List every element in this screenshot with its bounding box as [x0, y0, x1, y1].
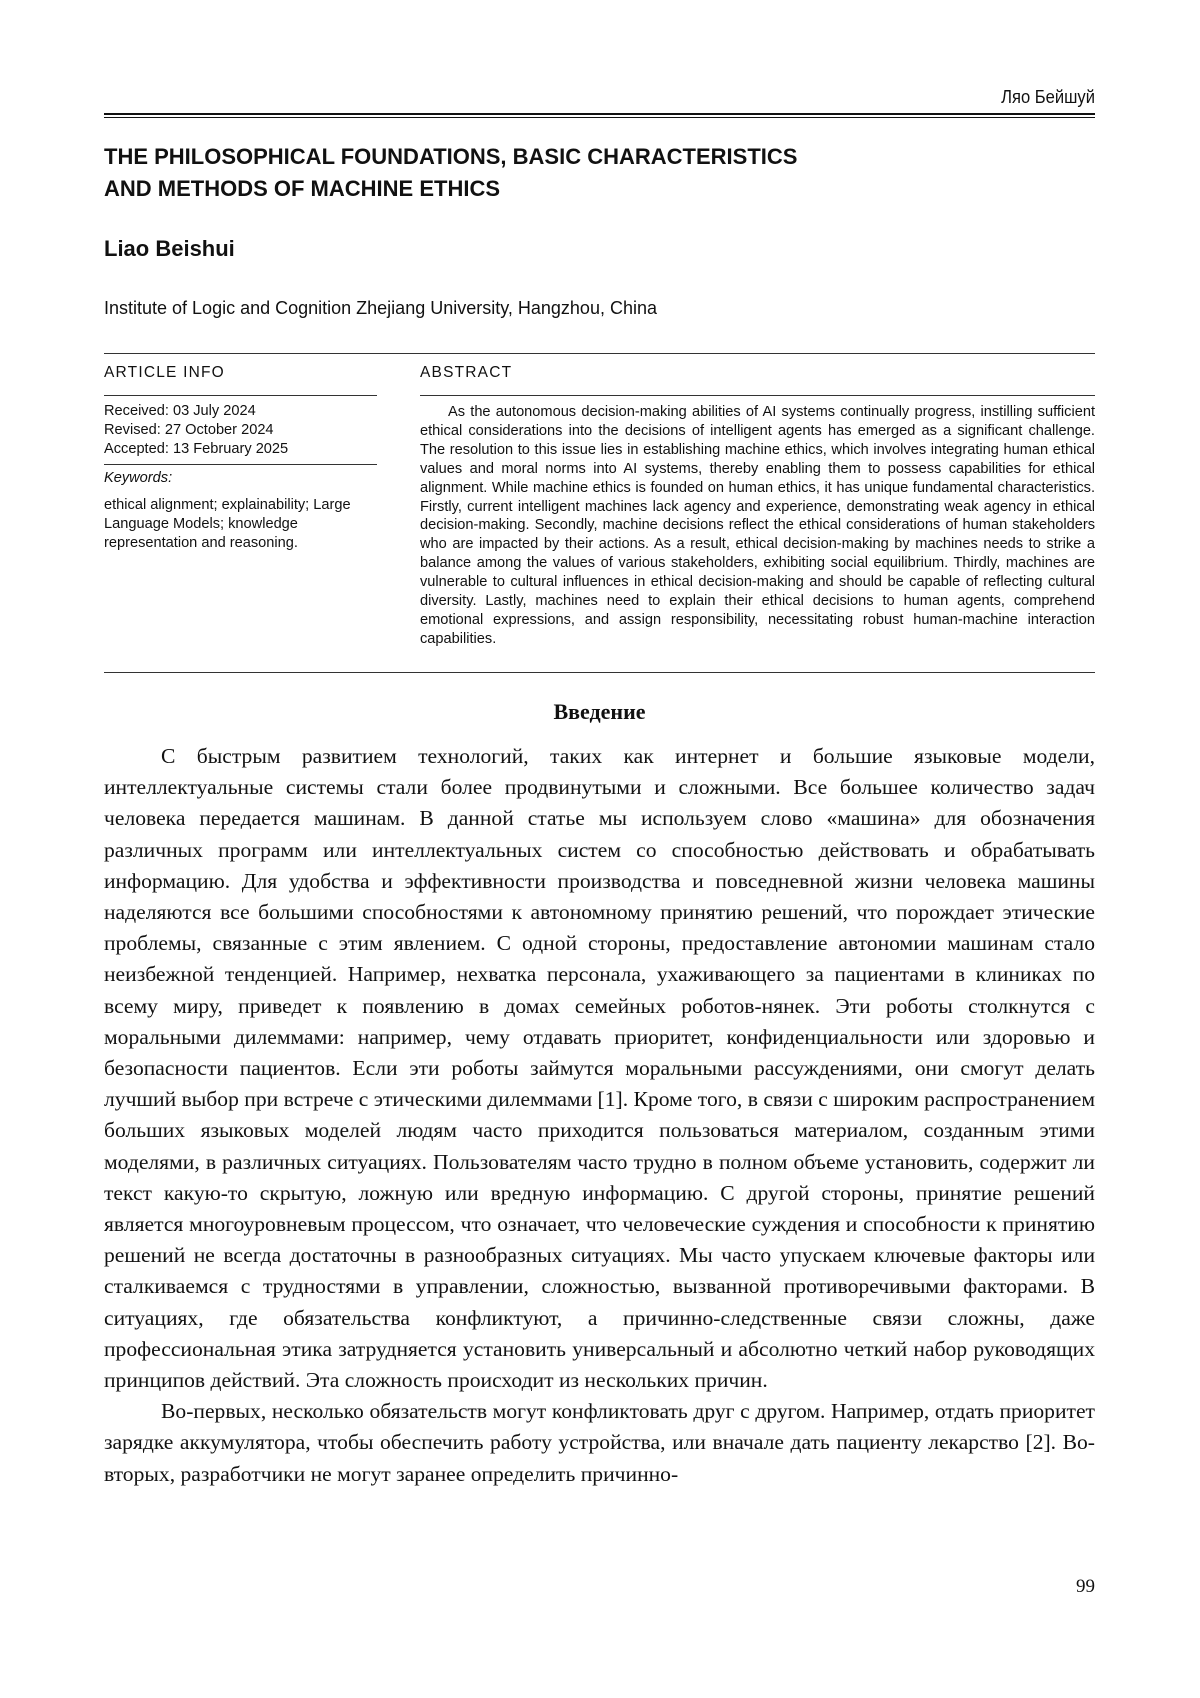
- page-number: 99: [1076, 1576, 1095, 1597]
- paragraph: С быстрым развитием технологий, таких как интернет и большие языковые модели, интеллектуальные системы стали более продвинутыми и сложными. Все большее количество задач человека передается машинам. В данной статье мы используем слово «машина» для обозначения различных программ или интеллектуальных систем со способностью действовать и обрабатывать информацию. Для удобства и эффективности производства и повседневной жизни человека машины наделяются все большими способностями к автономному принятию решений, что порождает этические проблемы, связанные с этим явлением. С одной стороны, предоставление автономии машинам стало неизбежной тенденцией. Например, нехватка персонала, ухаживающего за пациентами в клиниках по всему миру, приведет к появлению в домах семейных роботов-нянек. Эти роботы столкнутся с моральными дилеммами: например, чему отдавать приоритет, конфиденциальности или здоровью и безопасности пациентов. Если эти роботы займутся моральными рассуждениями, они смогут делать лучший выбор при встрече с этическими дилеммами [1]. Кроме того, в связи с широким распространением больших языковых моделей людям часто приходится пользоваться материалом, созданным этими моделями, в различных ситуациях. Пользователям часто трудно в полном объеме установить, содержит ли текст какую-то скрытую, ложную или вредную информацию. С другой стороны, принятие решений является многоуровневым процессом, что означает, что человеческие суждения и способности к принятию решений не всегда достаточны в разнообразных ситуациях. Мы часто упускаем ключевые факторы или сталкиваемся с трудностями в управлении, сложностью, вызванной противоречивыми факторами. В ситуациях, где обязательства конфликтуют, а причинно-следственные связи сложны, даже профессиональная этика затрудняется установить универсальный и абсолютно четкий набор руководящих принципов действий. Эта сложность происходит из нескольких причин.: [104, 744, 1095, 1393]
- article-dates: [104, 402, 374, 459]
- author-affiliation: Institute of Logic and Cognition Zhejiang University, Hangzhou, China: [104, 298, 657, 318]
- title-line-2: AND METHODS OF MACHINE ETHICS: [104, 176, 500, 201]
- article-info-label: ARTICLE INFO: [104, 364, 225, 381]
- article-page: [104, 0, 1095, 1698]
- abstract-label-rule: [420, 395, 1095, 396]
- info-top-rule: [104, 353, 1095, 354]
- section-title: Введение: [553, 699, 646, 724]
- info-label-rule: [104, 395, 377, 396]
- revised-date: Revised: 27 October 2024: [104, 422, 274, 438]
- dates-bottom-rule: [104, 464, 377, 465]
- received-date: Received: 03 July 2024: [104, 403, 256, 419]
- abstract-label: ABSTRACT: [420, 364, 513, 381]
- keywords-label: Keywords:: [104, 470, 173, 486]
- author-name: Liao Beishui: [104, 236, 235, 261]
- info-bottom-rule: [104, 672, 1095, 673]
- header-rule-thin: [104, 117, 1095, 118]
- abstract-text: As the autonomous decision-making abilities of AI systems continually progress, instilling sufficient ethical considerations into the decisions of intelligent agents has emerged as a significant challenge. The resolution to this issue lies in establishing machine ethics, which involves integrating human ethical values and moral norms into AI systems, thereby enabling them to possess capabilities for ethical alignment. While machine ethics is founded on human ethics, it has unique fundamental characteristics. Firstly, current intelligent machines lack agency and experience, demonstrating weak agency in ethical decision-making. Secondly, machine decisions reflect the ethical considerations of human stakeholders who are impacted by their actions. As a result, ethical decision-making by machines needs to strike a balance among the values of various stakeholders, exhibiting social equilibrium. Thirdly, machines are vulnerable to cultural influences in ethical decision-making and should be capable of reflecting cultural diversity. Lastly, machines need to explain their ethical decisions to human agents, comprehend emotional expressions, and assign responsibility, necessitating robust human-machine interaction capabilities.: [420, 404, 1095, 647]
- article-title: [104, 141, 1004, 205]
- paragraph: Во-первых, несколько обязательств могут конфликтовать друг с другом. Например, отдать приоритет зарядке аккумулятора, чтобы обеспечить работу устройства, или вначале дать пациенту лекарство [2]. Во-вторых, разработчики не могут заранее определить причинно-: [104, 1399, 1095, 1486]
- body-text: [104, 741, 1095, 1490]
- title-line-1: THE PHILOSOPHICAL FOUNDATIONS, BASIC CHARACTERISTICS: [104, 144, 798, 169]
- accepted-date: Accepted: 13 February 2025: [104, 441, 289, 457]
- keywords-list: ethical alignment; explainability; Large Language Models; knowledge representation and reasoning.: [104, 497, 351, 551]
- running-head: Ляо Бейшуй: [1001, 87, 1095, 107]
- header-rule-thick: [104, 113, 1095, 115]
